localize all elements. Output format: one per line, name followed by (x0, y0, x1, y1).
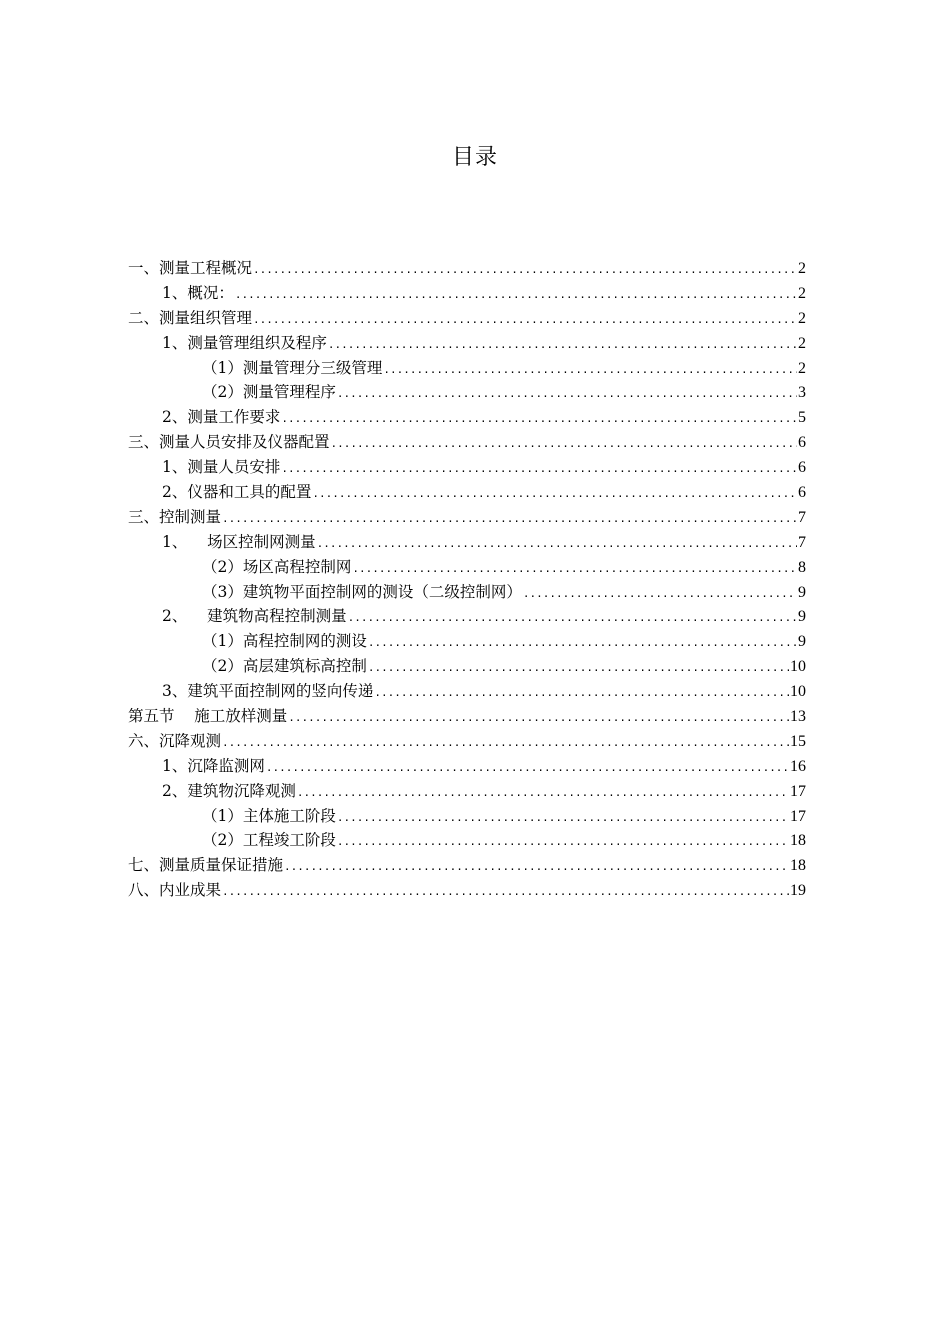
toc-entry[interactable] (128, 555, 806, 580)
toc-page-number: 2 (798, 284, 806, 302)
toc-entry-text: 3、建筑平面控制网的竖向传递 (162, 682, 374, 701)
toc-entry-text: （2）高层建筑标高控制 (202, 657, 367, 676)
toc-entry[interactable] (128, 604, 806, 629)
toc-entry-text: 八、内业成果 (128, 881, 222, 900)
toc-entry[interactable] (128, 331, 806, 356)
toc-dot-leader (374, 681, 789, 706)
toc-page-number: 6 (798, 459, 806, 477)
toc-entry[interactable] (128, 306, 806, 331)
toc-entry-text: （2）场区高程控制网 (202, 557, 352, 576)
toc-dot-leader (348, 606, 797, 631)
toc-dot-leader (368, 631, 797, 656)
toc-entry-text: （2）工程竣工阶段 (202, 831, 336, 850)
toc-page-number: 2 (798, 359, 806, 377)
toc-page-number: 2 (798, 260, 806, 277)
toc-entry[interactable] (128, 779, 806, 804)
toc-entry-text: （1）高程控制网的测设 (202, 632, 367, 651)
toc-page-number: 16 (790, 757, 806, 775)
toc-entry-text: 1、沉降监测网 (162, 756, 265, 775)
toc-entry-text: 一、测量工程概况 (128, 259, 253, 277)
toc-entry[interactable] (128, 754, 806, 779)
toc-entry[interactable] (128, 380, 806, 405)
toc-entry[interactable] (128, 580, 806, 605)
toc-page-number: 8 (798, 558, 806, 576)
toc-entry-text: （3）建筑物平面控制网的测设（二级控制网） (202, 582, 522, 601)
toc-page-number: 19 (790, 882, 806, 900)
toc-dot-leader (222, 507, 797, 532)
toc-entry-text: 第五节 施工放样测量 (128, 707, 288, 726)
toc-dot-leader (317, 532, 797, 557)
toc-page-number: 9 (798, 633, 806, 651)
toc-dot-leader (337, 382, 797, 407)
toc-entry[interactable] (128, 430, 806, 455)
toc-entry[interactable] (128, 405, 806, 430)
toc-entry-text: 2、 建筑物高程控制测量 (162, 607, 347, 626)
toc-page-number: 18 (790, 832, 806, 850)
toc-page-number: 7 (798, 533, 806, 551)
toc-entry-text: 2、仪器和工具的配置 (162, 483, 312, 502)
toc-entry[interactable] (128, 804, 806, 829)
toc-dot-leader (222, 731, 789, 756)
toc-entry[interactable] (128, 878, 806, 903)
toc-page-number: 9 (798, 583, 806, 601)
toc-entry[interactable] (128, 629, 806, 654)
toc-dot-leader (328, 333, 797, 358)
toc-entry-text: 三、控制测量 (128, 507, 222, 526)
toc-dot-leader (281, 407, 797, 432)
toc-entry[interactable] (128, 281, 806, 306)
toc-page-number: 2 (798, 334, 806, 352)
toc-entry-text: 2、测量工作要求 (162, 408, 281, 427)
toc-entry-text: 二、测量组织管理 (128, 308, 253, 327)
toc-entry[interactable] (128, 853, 806, 878)
toc-title: 目录 (451, 145, 498, 170)
toc-dot-leader (235, 283, 797, 308)
toc-entry-text: 1、概况： (162, 283, 234, 302)
toc-entry-text: （1）主体施工阶段 (202, 806, 336, 825)
toc-dot-leader (337, 806, 789, 831)
toc-entry-text: （2）测量管理程序 (202, 383, 336, 402)
toc-entry-text: 七、测量质量保证措施 (128, 856, 284, 875)
toc-page-number: 18 (790, 857, 806, 875)
toc-page-number: 10 (790, 683, 806, 701)
toc-dot-leader (253, 308, 797, 333)
toc-dot-leader (281, 457, 797, 482)
toc-entry[interactable] (128, 530, 806, 555)
toc-entry[interactable] (128, 256, 806, 281)
toc-page-number: 17 (790, 782, 806, 800)
toc-entry[interactable] (128, 679, 806, 704)
toc-entry-text: 1、测量管理组织及程序 (162, 333, 327, 352)
toc-dot-leader (297, 781, 789, 806)
toc-page-number: 13 (790, 708, 806, 726)
toc-dot-leader (383, 358, 797, 383)
toc-page-number: 7 (798, 508, 806, 526)
toc-dot-leader (331, 432, 797, 457)
toc-page-number: 2 (798, 309, 806, 327)
toc-entry[interactable] (128, 480, 806, 505)
toc-entry[interactable] (128, 729, 806, 754)
toc-dot-leader (253, 258, 797, 283)
toc-dot-leader (523, 582, 797, 607)
toc-entry-text: 1、测量人员安排 (162, 458, 281, 477)
toc-entry[interactable] (128, 828, 806, 853)
toc-entry[interactable] (128, 654, 806, 679)
toc-page-number: 17 (790, 807, 806, 825)
toc-entry[interactable] (128, 505, 806, 530)
toc-dot-leader (288, 706, 789, 731)
toc-page-number: 3 (798, 384, 806, 402)
toc-dot-leader (266, 756, 789, 781)
toc-dot-leader (368, 656, 789, 681)
toc-page-number: 15 (790, 732, 806, 750)
toc-entry[interactable] (128, 455, 806, 480)
toc-page-number: 10 (790, 658, 806, 676)
toc-dot-leader (337, 830, 789, 855)
table-of-contents (128, 256, 806, 903)
toc-page-number: 6 (798, 434, 806, 452)
toc-entry[interactable] (128, 356, 806, 381)
toc-page-number: 5 (798, 409, 806, 427)
toc-entry-text: 2、建筑物沉降观测 (162, 781, 296, 800)
toc-entry-text: 1、 场区控制网测量 (162, 532, 316, 551)
toc-entry-text: 六、沉降观测 (128, 731, 222, 750)
toc-entry[interactable] (128, 704, 806, 729)
toc-page-number: 6 (798, 484, 806, 502)
toc-entry-text: 三、测量人员安排及仪器配置 (128, 433, 330, 452)
toc-dot-leader (312, 482, 797, 507)
toc-dot-leader (352, 557, 797, 582)
toc-page-number: 9 (798, 608, 806, 626)
toc-dot-leader (284, 855, 789, 880)
toc-entry-text: （1）测量管理分三级管理 (202, 358, 383, 377)
toc-dot-leader (222, 880, 789, 905)
